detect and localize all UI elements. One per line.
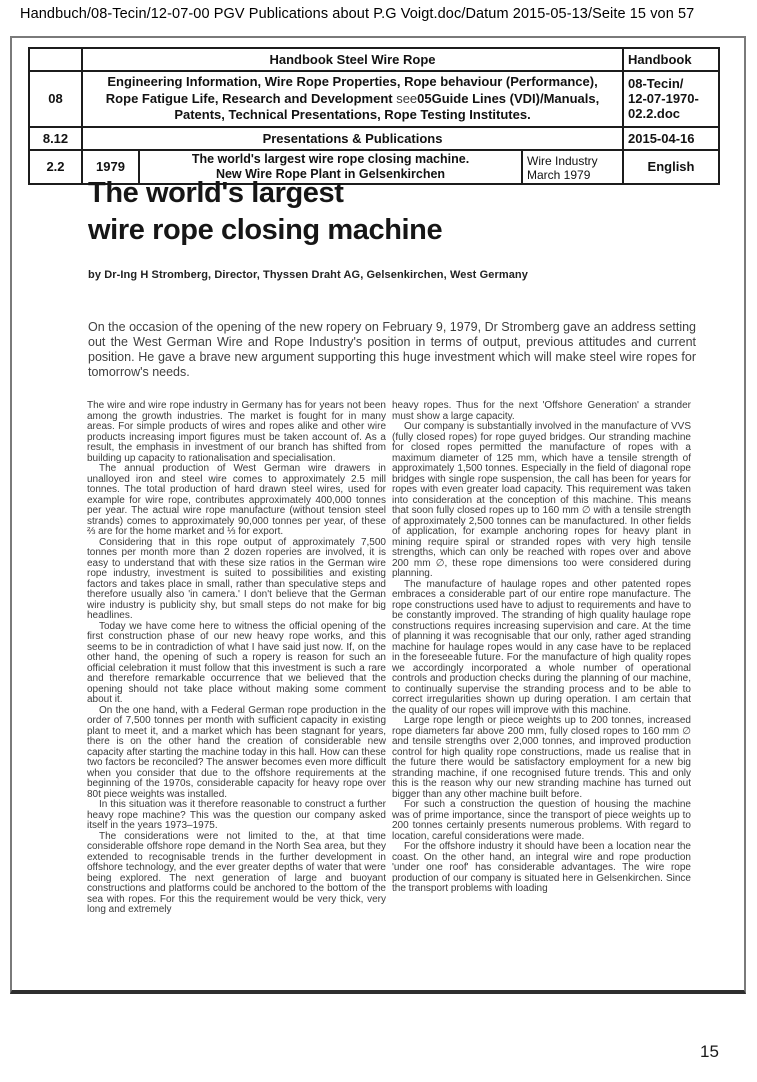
paragraph: In this situation was it therefore reasonable to construct a further heavy rope machine? This was the question our company asked itself in the years 1973–1975. xyxy=(87,799,386,831)
article-byline: by Dr-Ing H Stromberg, Director, Thyssen Draht AG, Gelsenkirchen, West Germany xyxy=(88,269,528,281)
document-path-header: Handbuch/08-Tecin/12-07-00 PGV Publications about P.G Voigt.doc/Datum 2015-05-13/Seite 15 von 57 xyxy=(20,6,695,22)
paragraph: Today we have come here to witness the official opening of the first construction phase of our new heavy rope works, and this seems to be in contradiction of what I have said just now. If, on the other hand, the opening of such a ropery is reason for such an official celebration it must follow that this investment is such a rare and therefore remarkable occurrence that we believed that the opening should not take place without making some comment about it. xyxy=(87,620,386,705)
page-number: 15 xyxy=(700,1042,719,1061)
subsection-number-cell: 8.12 xyxy=(29,127,82,150)
handbook-index-table xyxy=(28,47,720,185)
item-title-line1: The world's largest wire rope closing machine. xyxy=(191,151,470,166)
paragraph: Considering that in this rope output of approximately 7,500 tonnes per month more than 2 dozen roperies are involved, it is easy to understand that with these size ratios in the German wire rope industry, investment is suited to possibilities and existing factors and takes place in small, rather than speculative steps and therefore usually also 'in camera.' I don't believe that the German wire industry is publicity shy, but small steps do not make for big headlines. xyxy=(87,536,386,621)
paragraph: The considerations were not limited to the, at that time considerable offshore rope demand in the North Sea area, but they extended to recognisable trends in the further development in offshore technology, and the ever greater depths of water that were being explored. The next generation of large and buoyant constructions and platforms could be anchored to the bottom of the sea with ropes. For this the requirement would be very thick, very long and extremely xyxy=(87,830,386,915)
article-title-line2: wire rope closing machine xyxy=(88,214,443,246)
section-description-cell xyxy=(82,71,623,127)
file-reference-cell xyxy=(623,71,719,127)
source-line2: March 1979 xyxy=(527,167,591,182)
year-cell: 1979 xyxy=(82,150,139,184)
file-ref-line1: 08-Tecin/ xyxy=(628,76,684,92)
description-part2: 05Guide Lines (VDI)/Manuals, Patents, Technical Presentations, Rope Testing Institutes. xyxy=(174,90,600,122)
language-cell: English xyxy=(623,150,719,184)
file-ref-line2: 12-07-1970- xyxy=(628,91,699,107)
source-cell xyxy=(522,150,623,184)
section-number-cell: 08 xyxy=(29,71,82,127)
paragraph: Large rope length or piece weights up to 200 tonnes, increased rope diameters far above 200 mm, fully closed ropes to 160 mm ∅ and tensile strengths over 2,000 tonnes, and improved production control for high quality rope constructions, made us realise that in the future there would be satisfactory employment for a new big stranding machine, if one recognised future trends. This and only this is the reason why our new stranding machine has turned out bigger than any other machine built before. xyxy=(392,715,691,800)
handbook-title-cell: Handbook Steel Wire Rope xyxy=(82,48,623,71)
item-title-line2: New Wire Rope Plant in Gelsenkirchen xyxy=(215,166,446,181)
paragraph: For the offshore industry it should have been a location near the coast. On the other hand, an integral wire and rope production 'under one roof' has considerable advantages. The wire rope production of our company is situated here in Gelsenkirchen. Since the transport problems with loading xyxy=(392,841,691,894)
empty-cell xyxy=(29,48,82,71)
handbook-label-cell: Handbook xyxy=(623,48,719,71)
article-title xyxy=(88,175,442,249)
date-cell: 2015-04-16 xyxy=(623,127,719,150)
description-part1: Engineering Information, Wire Rope Properties, Rope behaviour (Performance), Rope Fatigue Life, Research and Development xyxy=(105,74,598,106)
article-title-line1: The world's largest xyxy=(88,177,344,209)
presentations-title-cell: Presentations & Publications xyxy=(82,127,623,150)
paragraph: The manufacture of haulage ropes and other patented ropes embraces a considerable part of our entire rope manufacture. The rope constructions used have to adjust to requirements and have to be constantly improved. The stranding of high quality haulage rope constructions requires increasing supervision and care. At the time of planning it was recognisable that our only, rather aged stranding machine for haulage ropes would in any case have to be replaced in the foreseeable future. For the manufacture of high quality ropes we accordingly incorporated a whole number of operational controls and production checks during the planning of our machine, to continually supervise the stranding process and to be able to correct irregularities shown up during operation. I am certain that the quality of our ropes will improve with this machine. xyxy=(392,578,691,716)
article-right-column xyxy=(392,401,691,895)
source-line1: Wire Industry xyxy=(527,153,598,168)
article-intro: On the occasion of the opening of the new ropery on February 9, 1979, Dr Stromberg gave an address setting out the West German Wire and Rope Industry's position in terms of output, previous attitudes and current position. He gave a brave new argument supporting this huge investment which will make steel wire ropes for tomorrow's needs. xyxy=(88,320,696,379)
paragraph: On the one hand, with a Federal German rope production in the order of 7,500 tonnes per month with sufficient capacity in existing plant to meet it, and a market which has been stagnant for years, there is on the other hand the creation of considerable new capacity after starting the machine today in this hall. How can these two factors be reconciled? The answer becomes even more difficult when you consider that due to the offshore requirements at the beginning of the 1970s, considerable capacity for heavy rope over 80t piece weights was installed. xyxy=(87,704,386,800)
item-number-cell: 2.2 xyxy=(29,150,82,184)
paragraph: Our company is substantially involved in the manufacture of VVS (fully closed ropes) for rope guyed bridges. Our stranding machine for closed ropes permitted the manufacture of ropes with a maximum diameter of 125 mm, which have a tensile strength of approximately 1,500 tonnes. Especially in the field of diagonal rope bridges with single rope suspension, the call has been for years for ropes with even greater load capacity. This requirement was taken into consideration at the conception of this machine. This means that soon fully closed ropes up to 160 mm ∅ with a tensile strength of approximately 2,500 tonnes can be manufactured. In other fields of application, for example anchoring ropes for heavy plant in mining require spiral or stranded ropes with very high tensile strengths, which can only be reached with ropes over and above 200 mm ∅, these rope dimensions too were considered during planning. xyxy=(392,421,691,579)
paragraph: The annual production of West German wire drawers in unalloyed iron and steel wire comes to approximately 2.5 mill tonnes. The total production of hard drawn steel wires, used for example for wire rope, contributes approximately 400,000 tonnes per year. The actual wire rope manufacture (without tension steel strands) comes to approximately 90,000 tonnes per year, of these ⅔ are for the home market and ⅓ for export. xyxy=(87,463,386,537)
paragraph: The wire and wire rope industry in Germany has for years not been among the growth industries. The market is fought for in many areas. For simple products of wires and ropes alike and other wire products increasing import figures must be taken account of. As a result, the emphasis in investment of our branch has shifted from building up capacity to rationalisation and specialisation. xyxy=(87,400,386,464)
paragraph: For such a construction the question of housing the machine was of prime importance, since the transport of piece weights up to 200 tonnes certainly presents numerous problems. With regard to location, careful considerations were made. xyxy=(392,799,691,842)
paragraph: heavy ropes. Thus for the next 'Offshore Generation' a strander must show a large capacity. xyxy=(392,400,691,422)
description-see: see xyxy=(396,90,418,106)
table-row-header xyxy=(29,48,719,71)
table-row-812 xyxy=(29,127,719,150)
file-ref-line3: 02.2.doc xyxy=(628,106,681,122)
scanned-page-frame xyxy=(10,36,746,994)
table-row-08 xyxy=(29,71,719,127)
article-left-column xyxy=(87,401,386,916)
